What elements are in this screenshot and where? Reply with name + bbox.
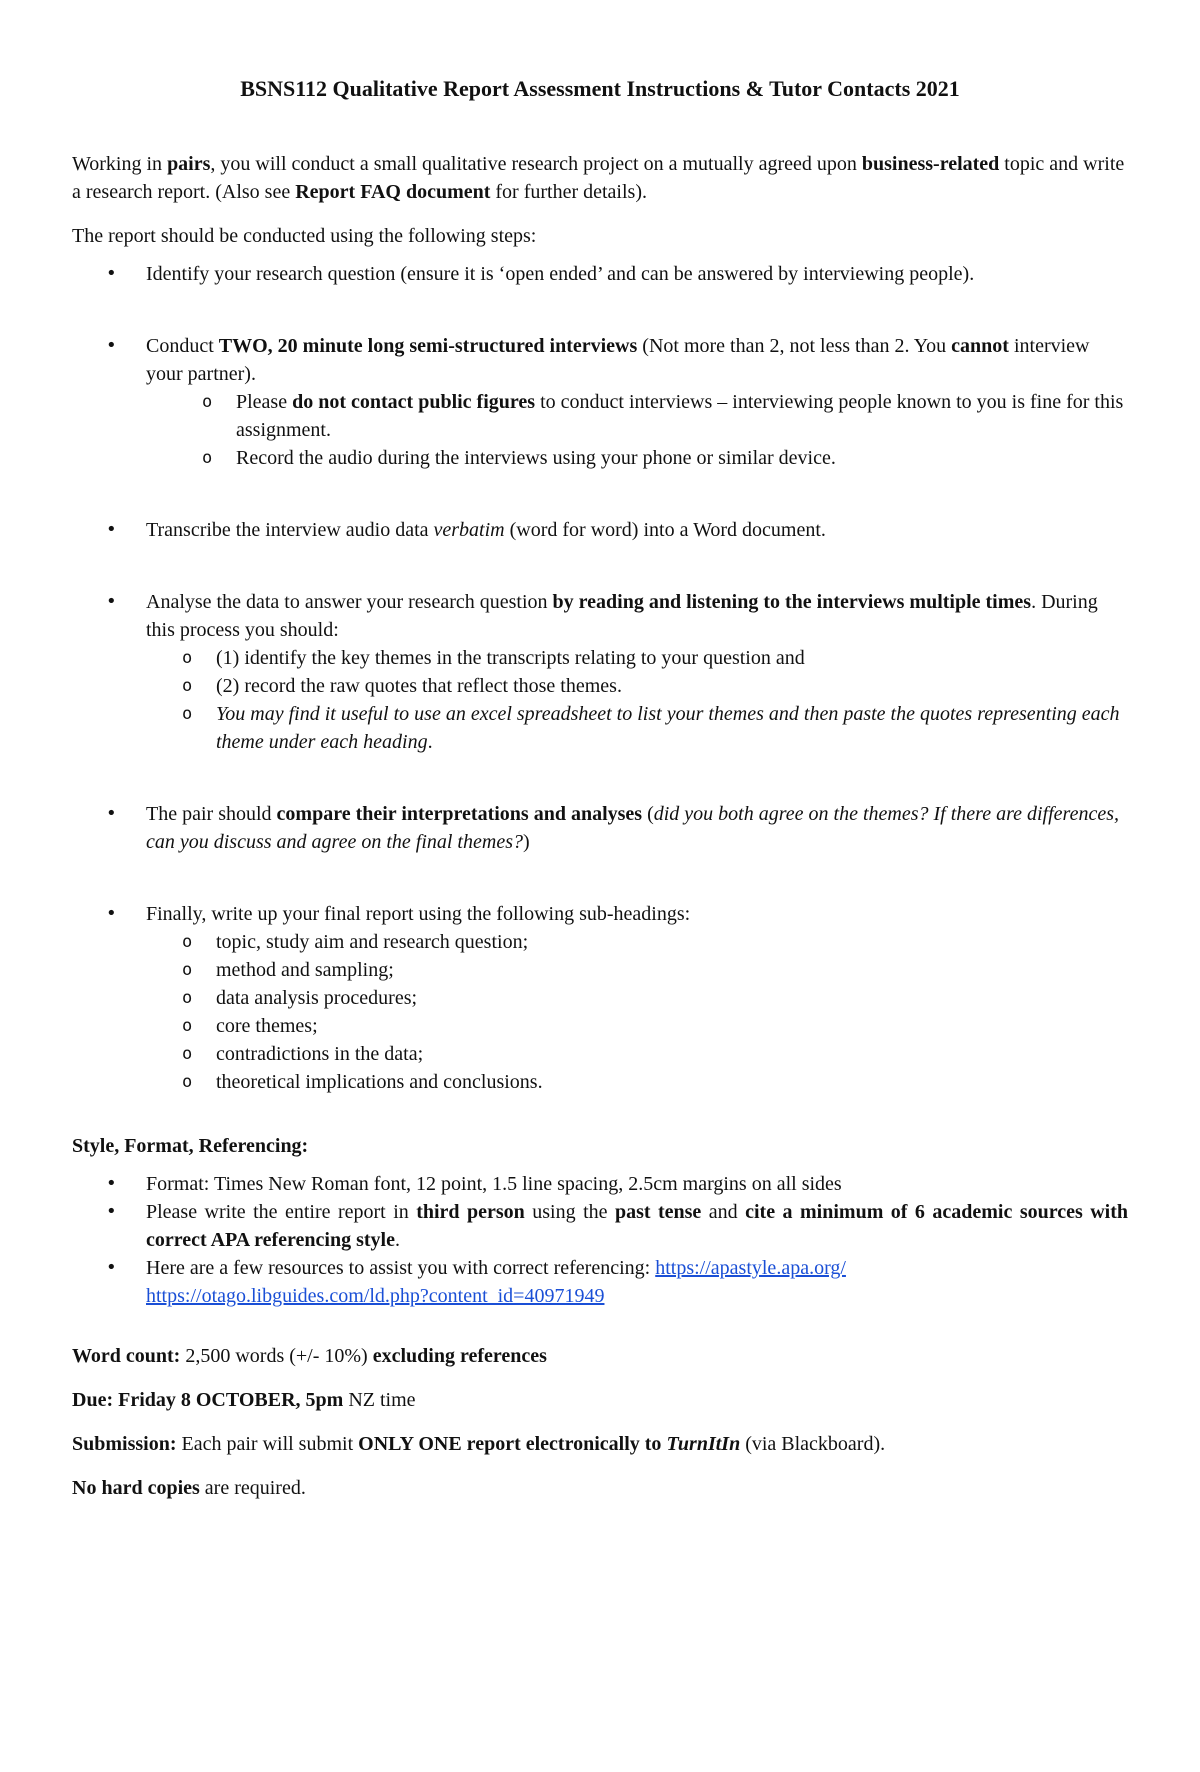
intro-text: , you will conduct a small qualitative research project on a mutually agreed upon [210, 153, 862, 175]
document-title: BSNS112 Qualitative Report Assessment Instructions & Tutor Contacts 2021 [240, 76, 960, 101]
style-list [72, 1170, 1128, 1310]
step-text: ) [522, 831, 530, 853]
sub-text: (1) identify the key themes in the transcripts relating to your question and [216, 647, 805, 669]
sub-item [202, 388, 1128, 444]
due-label: Due: Friday 8 OCTOBER, 5pm [72, 1389, 344, 1411]
step-italic: did you both agree on the themes? If there are differences, can you discuss and agree on the final themes? [146, 803, 1119, 853]
style-item [72, 1170, 1128, 1198]
step-sublist [182, 644, 1128, 756]
word-count-bold: excluding references [372, 1345, 547, 1367]
step-sublist [202, 388, 1128, 472]
style-item [72, 1254, 1128, 1310]
sub-text: method and sampling; [216, 959, 394, 981]
submission-text: (via Blackboard). [740, 1433, 886, 1455]
step-text: Identify your research question (ensure it is ‘open ended’ and can be answered by interviewing people). [146, 263, 975, 285]
sub-item [182, 984, 1128, 1012]
style-bold: cite a minimum of 6 academic sources with correct APA referencing style [146, 1201, 1129, 1251]
sub-item [182, 1068, 1128, 1096]
sub-text: to conduct interviews – interviewing people known to you is fine for this assignment. [236, 391, 1124, 441]
due-value: NZ time [343, 1389, 416, 1411]
word-count-label: Word count: [72, 1345, 181, 1367]
submission-text: Each pair will submit [176, 1433, 359, 1455]
step-item [72, 260, 1128, 288]
due-line [72, 1386, 1128, 1414]
submission-bold: ONLY ONE report electronically to [358, 1433, 667, 1455]
word-count-value: 2,500 words (+/- 10%) [180, 1345, 373, 1367]
apastyle-link[interactable]: https://apastyle.apa.org/ [655, 1257, 846, 1279]
sub-bold: do not contact public figures [292, 391, 536, 413]
sub-item [182, 700, 1128, 756]
submission-label: Submission: [72, 1433, 177, 1455]
submission-line [72, 1430, 1128, 1458]
step-text: . During this process you should: [146, 591, 1098, 641]
sub-item [182, 956, 1128, 984]
sub-italic: You may find it useful to use an excel spreadsheet to list your themes and then paste the quotes representing each theme under each heading [216, 703, 1120, 753]
step-text: Analyse the data to answer your research question [146, 591, 553, 613]
step-bold: cannot [951, 335, 1009, 357]
sub-text: Please [236, 391, 293, 413]
sub-item [182, 644, 1128, 672]
step-text: Transcribe the interview audio data [146, 519, 434, 541]
style-text: Please write the entire report in [146, 1201, 417, 1223]
style-text: and [701, 1201, 746, 1223]
hard-copies-line [72, 1474, 1128, 1502]
intro-bold-business: business-related [861, 153, 1000, 175]
step-text: (word for word) into a Word document. [504, 519, 826, 541]
intro-text: Working in [72, 153, 168, 175]
step-text: ( [642, 803, 654, 825]
step-text: Finally, write up your final report using the following sub-headings: [146, 903, 691, 925]
hard-copies-bold: No hard copies [72, 1477, 200, 1499]
style-text: Format: Times New Roman font, 12 point, 1.5 line spacing, 2.5cm margins on all sides [146, 1173, 842, 1195]
style-bold: past tense [614, 1201, 702, 1223]
sub-text: Record the audio during the interviews using your phone or similar device. [236, 447, 836, 469]
steps-list [72, 260, 1128, 1096]
step-item [72, 900, 1128, 1096]
intro-text: topic and write a research report. (Also see [72, 153, 1125, 203]
libguides-link[interactable]: https://otago.libguides.com/ld.php?content_id=40971949 [146, 1285, 605, 1307]
sub-item [182, 1040, 1128, 1068]
step-text: interview your partner). [146, 335, 1090, 385]
sub-item [202, 444, 1128, 472]
sub-text: core themes; [216, 1015, 318, 1037]
word-count-line [72, 1342, 1128, 1370]
hard-copies-text: are required. [199, 1477, 306, 1499]
step-item [72, 516, 1128, 544]
step-bold: TWO, 20 minute long semi-structured interviews [218, 335, 638, 357]
step-text: Conduct [146, 335, 219, 357]
step-bold: by reading and listening to the interviews multiple times [552, 591, 1032, 613]
turnitin-name: TurnItIn [666, 1433, 741, 1455]
sub-text: . [427, 731, 433, 753]
intro-text: for further details). [490, 181, 647, 203]
document-page [0, 74, 1200, 1772]
step-italic: verbatim [433, 519, 505, 541]
sub-item [182, 672, 1128, 700]
intro-paragraph [72, 150, 1128, 206]
style-text: using the [524, 1201, 615, 1223]
sub-item [182, 928, 1128, 956]
step-text: The pair should [146, 803, 277, 825]
style-item [72, 1198, 1128, 1254]
style-bold: third person [416, 1201, 525, 1223]
sub-text: data analysis procedures; [216, 987, 418, 1009]
sub-text: (2) record the raw quotes that reflect those themes. [216, 675, 622, 697]
intro-bold-faq: Report FAQ document [295, 181, 491, 203]
steps-intro: The report should be conducted using the following steps: [72, 225, 537, 247]
step-item [72, 332, 1128, 472]
step-text: (Not more than 2, not less than 2. You [637, 335, 952, 357]
sub-item [182, 1012, 1128, 1040]
style-text: . [394, 1229, 400, 1251]
style-heading: Style, Format, Referencing: [72, 1135, 309, 1157]
sub-text: topic, study aim and research question; [216, 931, 529, 953]
step-item [72, 588, 1128, 756]
style-text: Here are a few resources to assist you with correct referencing: [146, 1257, 656, 1279]
intro-bold-pairs: pairs [167, 153, 211, 175]
sub-text: theoretical implications and conclusions. [216, 1071, 543, 1093]
sub-text: contradictions in the data; [216, 1043, 424, 1065]
step-sublist [182, 928, 1128, 1096]
step-bold: compare their interpretations and analyses [276, 803, 643, 825]
step-item [72, 800, 1128, 856]
